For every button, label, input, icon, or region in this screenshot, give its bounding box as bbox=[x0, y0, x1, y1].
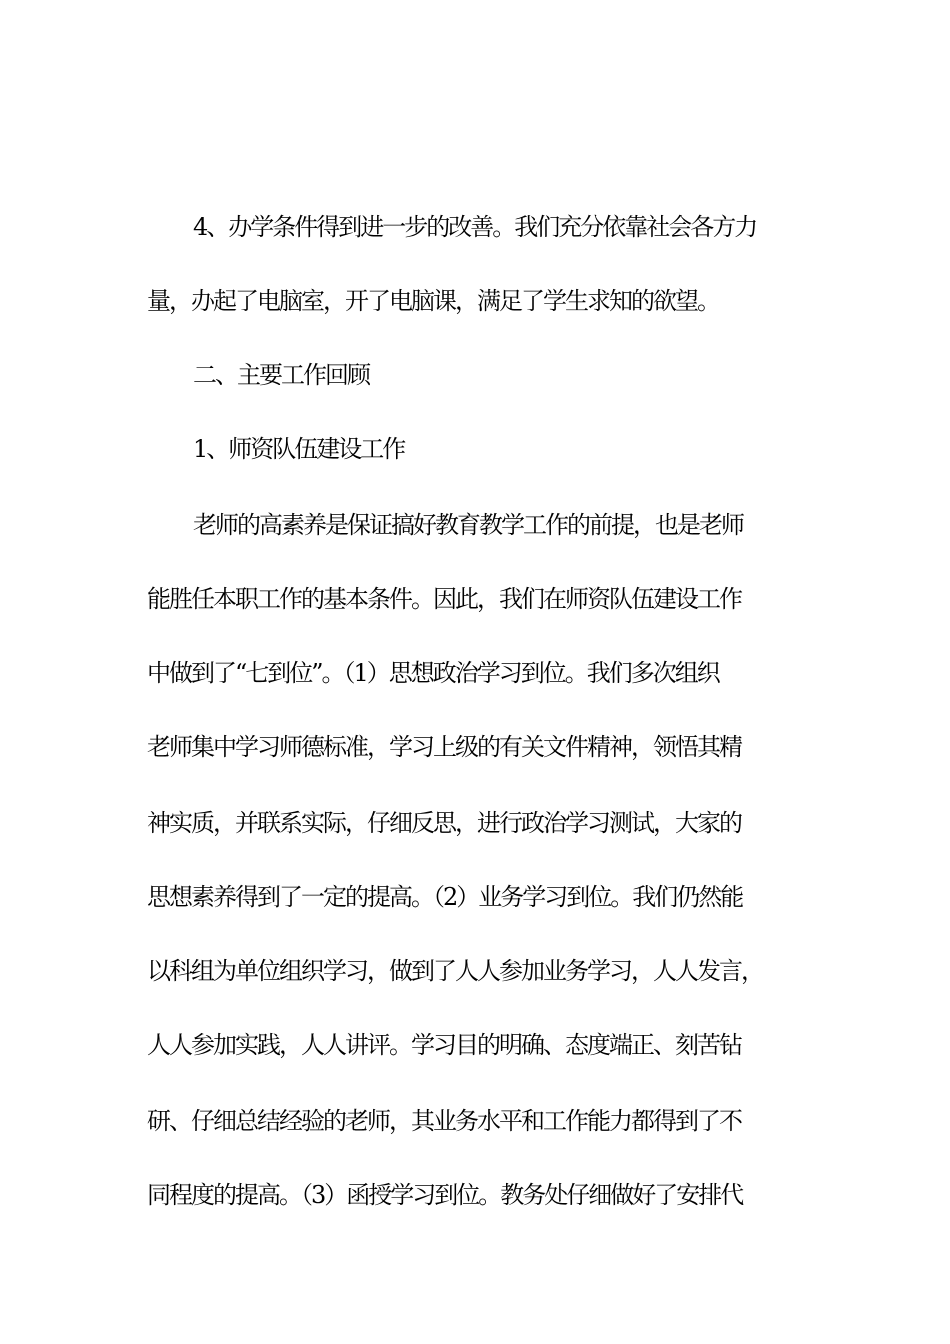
section-heading: 二、主要工作回顾 bbox=[193, 361, 369, 389]
paragraph-line: 同程度的提高。（3）函授学习到位。教务处仔细做好了安排代 bbox=[147, 1181, 743, 1209]
paragraph-line: 以科组为单位组织学习，做到了人人参加业务学习，人人发言， bbox=[147, 957, 763, 985]
paragraph-line: 老师的高素养是保证搞好教育教学工作的前提，也是老师 bbox=[193, 511, 743, 539]
paragraph-line: 4、办学条件得到进一步的改善。我们充分依靠社会各方力 bbox=[193, 213, 757, 241]
paragraph-line: 神实质，并联系实际，仔细反思，进行政治学习测试，大家的 bbox=[147, 809, 741, 837]
paragraph-line: 量，办起了电脑室，开了电脑课，满足了学生求知的欲望。 bbox=[147, 287, 719, 315]
paragraph-line: 思想素养得到了一定的提高。（2）业务学习到位。我们仍然能 bbox=[147, 883, 743, 911]
paragraph-line: 老师集中学习师德标准，学习上级的有关文件精神，领悟其精 bbox=[147, 733, 741, 761]
paragraph-line: 能胜任本职工作的基本条件。因此，我们在师资队伍建设工作 bbox=[147, 585, 741, 613]
paragraph-line: 人人参加实践，人人讲评。学习目的明确、态度端正、刻苦钻 bbox=[147, 1031, 741, 1059]
paragraph-line: 中做到了“七到位”。（1）思想政治学习到位。我们多次组织 bbox=[147, 659, 719, 687]
subsection-heading: 1、师资队伍建设工作 bbox=[193, 435, 405, 463]
paragraph-line: 研、仔细总结经验的老师，其业务水平和工作能力都得到了不 bbox=[147, 1107, 741, 1135]
